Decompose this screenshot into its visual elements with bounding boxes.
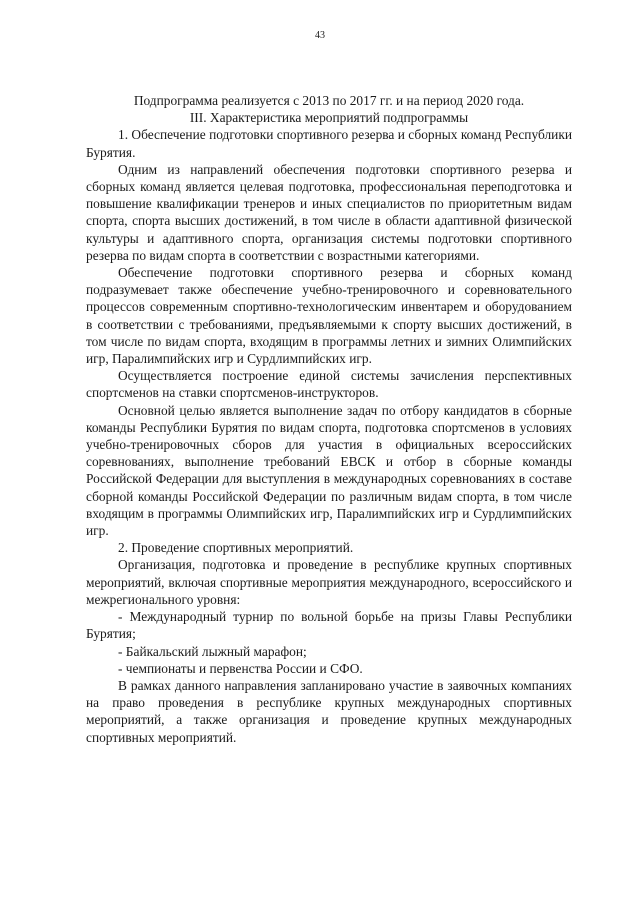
paragraph: Организация, подготовка и проведение в республике крупных спортивных мероприятий, включая спортивные мероприятия международного, всероссийского и межрегионального уровня: <box>86 557 572 607</box>
section-title: III. Характеристика мероприятий подпрограммы <box>189 110 469 126</box>
paragraph: Основной целью является выполнение задач по отбору кандидатов в сборные команды Республики Бурятия по видам спорта, подготовка спортсменов в условиях учебно-тренировочных сборов для участия в официальных всероссийских соревнованиях, выполнение требований ЕВСК и отбор в сборные команды Российской Федерации для выступления в международных соревнованиях в составе сборной команды Российской Федерации по различным видам спорта, в том числе входящим в программы Олимпийских игр, Паралимпийских игр и Сурдлимпийских игр. <box>86 402 572 539</box>
paragraph: Обеспечение подготовки спортивного резерва и сборных команд подразумевает также обеспечение учебно-тренировочного и соревновательного процессов современным спортивно-технологическим инвентарем и оборудованием в соответствии с требованиями, предъявляемыми к спорту высших достижений, в том числе по видам спорта, входящим в программы летних и зимних Олимпийских игр, Паралимпийских игр и Сурдлимпийских игр. <box>86 265 572 367</box>
paragraph-2-heading: 2. Проведение спортивных мероприятий. <box>118 540 354 556</box>
paragraph: Осуществляется построение единой системы зачисления перспективных спортсменов на ставки спортсменов-инструкторов. <box>86 368 572 401</box>
list-item: - Международный турнир по вольной борьбе на призы Главы Республики Бурятия; <box>86 609 572 642</box>
list-item: - Байкальский лыжный марафон; <box>118 643 307 659</box>
paragraph: Одним из направлений обеспечения подготовки спортивного резерва и сборных команд является целевая подготовка, профессиональная переподготовка и повышение квалификации тренеров и иных специалистов по приоритетным видам спорта, спорта высших достижений, в том числе в области адаптивной физической культуры и адаптивного спорта, организация системы подготовки спортивного резерва по видам спорта в соответствии с возрастными категориями. <box>86 161 572 263</box>
list-item: - чемпионаты и первенства России и СФО. <box>118 660 363 676</box>
paragraph: В рамках данного направления запланировано участие в заявочных компаниях на право проведения в республике крупных международных спортивных мероприятий, а также организация и проведение крупных международных спортивных мероприятий. <box>86 677 572 745</box>
paragraph-1-heading: 1. Обеспечение подготовки спортивного резерва и сборных команд Республики Бурятия. <box>86 127 572 160</box>
page-number: 43 <box>315 30 325 41</box>
program-period: Подпрограмма реализуется с 2013 по 2017 гг. и на период 2020 года. <box>133 93 525 108</box>
document-body <box>86 92 572 746</box>
